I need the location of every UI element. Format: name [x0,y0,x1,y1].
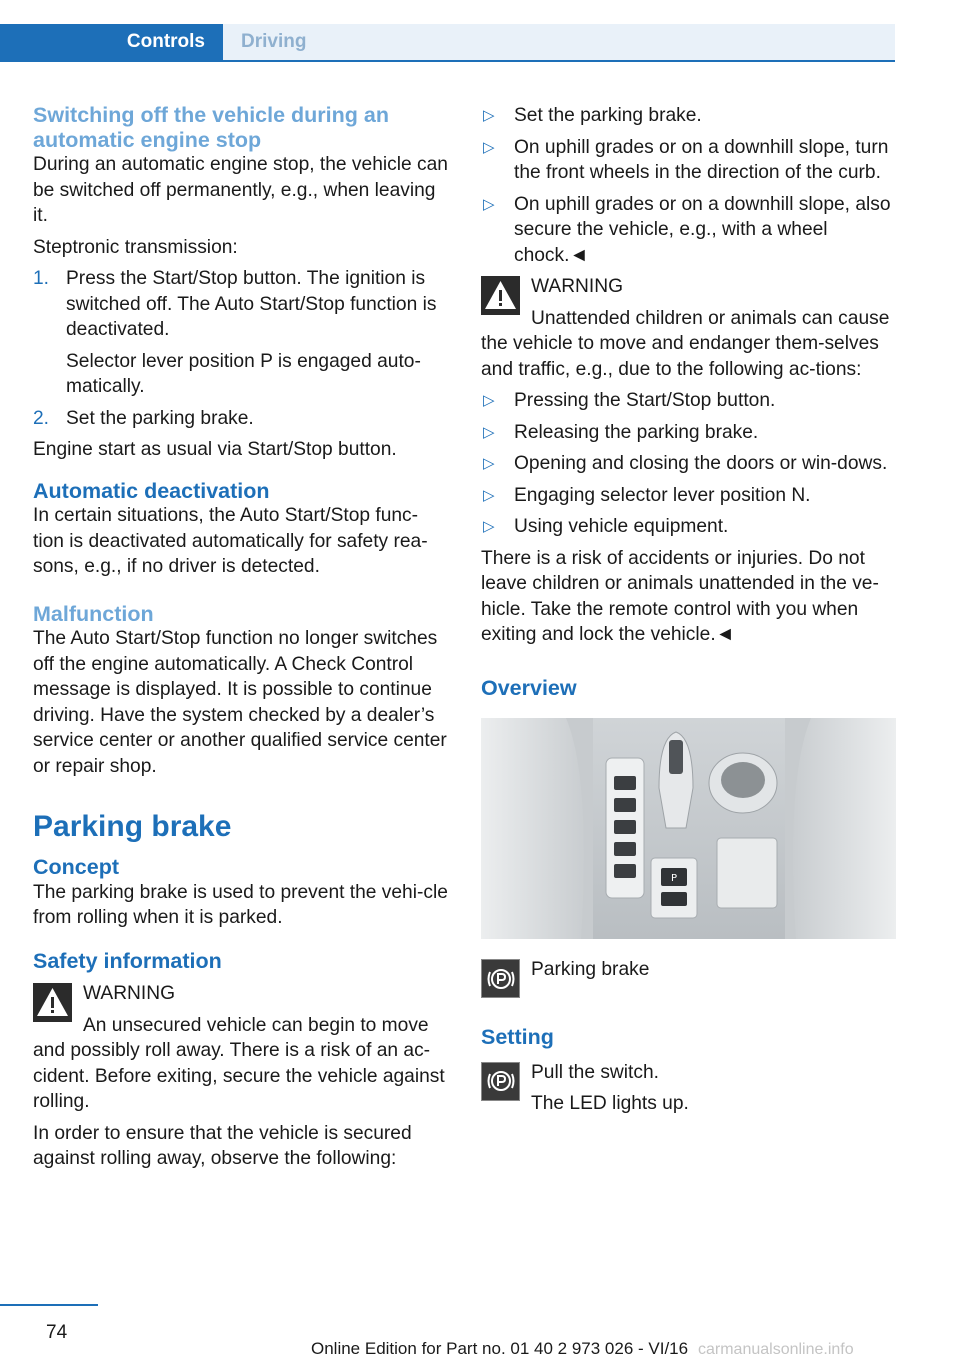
warning-text-body: Unattended children or animals can cause the vehicle to move and endanger them‐selves and traffic, e.g., due to the following ac‐tions: [481,307,890,380]
list-item [481,514,896,540]
parking-brake-icon [481,959,520,998]
list-item-text: Releasing the parking brake. [514,421,759,443]
paragraph-ensure: In order to ensure that the vehicle is secured against rolling away, observe the following: [33,1122,412,1169]
step-number: 1. [33,268,50,289]
footer-rule [0,1304,98,1306]
heading-switching-off: Switching off the vehicle during an automatic engine stop [33,103,389,152]
bullet-triangle-icon: ▷ [483,486,495,504]
list-item [481,451,896,477]
setting-line-2: The LED lights up. [531,1093,689,1114]
warning-triangle-icon [481,276,520,315]
paragraph-automatic-deactivation: In certain situations, the Auto Start/Stop func‐tion is deactivated automatically for safety rea‐sons, e.g., if no driver is detected. [33,505,428,577]
heading-malfunction: Malfunction [33,601,154,626]
list-item [481,103,896,129]
heading-overview: Overview [481,675,577,700]
heading-safety-information: Safety information [33,948,222,973]
parking-brake-symbol-icon [486,964,516,994]
list-item-text: Opening and closing the doors or win‐dows. [514,453,888,474]
warning-title: WARNING [83,983,176,1004]
warning-text [33,1013,448,1115]
bullet-triangle-icon: ▷ [483,138,495,156]
bullet-triangle-icon: ▷ [483,455,495,472]
center-console-photo [481,718,896,939]
heading-automatic-deactivation: Automatic deactivation [33,478,270,503]
step-text: Set the parking brake. [66,407,254,429]
warning-triangle-icon [33,983,72,1022]
list-item [481,420,896,446]
tab-driving[interactable]: Driving [223,24,895,60]
warning-text-body: An unsecured vehicle can begin to move and possibly roll away. There is a risk of an ac‐cident. Before exiting, secure the vehicle against rolling. [33,1014,445,1112]
step-number: 2. [33,407,50,429]
paragraph-switching-off: During an automatic engine stop, the vehicle can be switched off permanently, e.g., when leaving it. [33,154,448,226]
heading-concept: Concept [33,855,119,879]
bullet-triangle-icon: ▷ [483,392,495,409]
page-number: 74 [46,1322,68,1343]
header-rule [0,60,895,62]
parking-brake-label: Parking brake [531,959,650,980]
watermark: carmanualsonline.info [698,1341,854,1358]
list-item [481,388,896,414]
bullet-triangle-icon: ▷ [483,518,495,535]
bullet-triangle-icon: ▷ [483,107,495,124]
parking-brake-symbol-icon [486,1066,516,1096]
warning-block [33,981,448,1115]
step-subtext: Selector lever position P is engaged auto‐matically. [66,350,421,397]
bullet-list-actions [481,388,896,540]
bullet-triangle-icon: ▷ [483,195,495,213]
section-header [0,24,895,62]
step-item [33,266,448,400]
warning-text [481,306,896,383]
list-item [481,135,896,186]
list-item-text: Set the parking brake. [514,105,702,126]
paragraph-concept: The parking brake is used to prevent the vehi‐cle from rolling when it is parked. [33,881,448,928]
paragraph-steptronic: Steptronic transmission: [33,236,238,258]
step-text: Press the Start/Stop button. The ignition is switched off. The Auto Start/Stop function is deactivated. [66,268,437,340]
list-item [481,192,896,269]
list-item-text: On uphill grades or on a downhill slope, also secure the vehicle, e.g., with a wheel chock.◄ [514,193,891,266]
bullet-list-secure [481,103,896,268]
steps-list [33,266,448,431]
setting-line-1: Pull the switch. [531,1061,659,1083]
list-item [481,483,896,509]
step-item [33,406,448,432]
paragraph-malfunction: The Auto Start/Stop function no longer switches off the engine automatically. A Check Control message is displayed. It is possible to continue driving. Have the system checked by a dealer’s service center or another qualified service center or repair shop. [33,628,447,777]
warning-title: WARNING [531,276,624,297]
tab-controls[interactable]: Controls [0,24,223,60]
bullet-triangle-icon: ▷ [483,423,495,441]
list-item-text: On uphill grades or on a downhill slope, turn the front wheels in the direction of the curb. [514,136,889,183]
paragraph-risk: There is a risk of accidents or injuries. Do not leave children or animals unattended in the ve‐hicle. Take the remote control with you when exiting and lock the vehicle.◄ [481,547,879,645]
right-column [481,103,896,1123]
setting-icon-row [481,1060,896,1117]
parking-brake-icon-row [481,957,896,997]
list-item-text: Pressing the Start/Stop button. [514,390,776,411]
paragraph-engine-start: Engine start as usual via Start/Stop button. [33,439,397,460]
left-column [33,103,448,1178]
heading-parking-brake: Parking brake [33,810,232,843]
warning-block [481,274,896,382]
center-console-illustration [481,718,896,939]
parking-brake-icon [481,1062,520,1101]
list-item-text: Using vehicle equipment. [514,516,729,537]
list-item-text: Engaging selector lever position N. [514,484,811,506]
heading-setting: Setting [481,1025,554,1049]
photo-pb-label: P [670,873,678,884]
online-edition-text: Online Edition for Part no. 01 40 2 973 026 - VI/16 [311,1339,689,1358]
